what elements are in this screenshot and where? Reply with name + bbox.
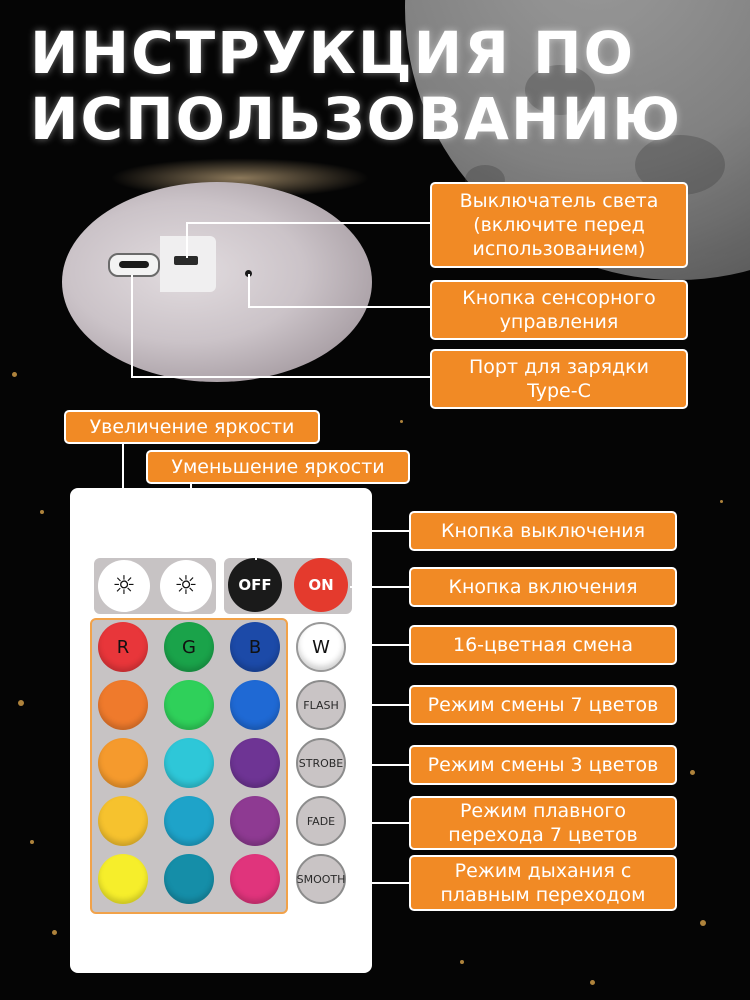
connector-line <box>131 376 430 378</box>
label-16-color: 16-цветная смена <box>409 625 677 665</box>
color-button[interactable] <box>98 738 148 788</box>
connector-line <box>348 644 409 646</box>
connector-line <box>248 274 250 306</box>
connector-line <box>346 882 409 884</box>
flash-button[interactable]: FLASH <box>296 680 346 730</box>
color-button[interactable] <box>230 680 280 730</box>
color-button[interactable] <box>230 738 280 788</box>
connector-line <box>350 586 409 588</box>
color-button[interactable] <box>98 680 148 730</box>
sparkle-dot <box>18 700 24 706</box>
sparkle-dot <box>690 770 695 775</box>
sparkle-dot <box>590 980 595 985</box>
label-brightness-up: Увеличение яркости <box>64 410 320 444</box>
label-fade-mode: Режим плавного перехода 7 цветов <box>409 796 677 850</box>
label-brightness-down: Уменьшение яркости <box>146 450 410 484</box>
brightness-up-button[interactable] <box>98 560 150 612</box>
sun-icon: ☼ <box>112 571 136 601</box>
sparkle-dot <box>700 920 706 926</box>
connector-line <box>255 530 409 532</box>
sparkle-dot <box>460 960 464 964</box>
color-button[interactable] <box>230 854 280 904</box>
label-type-c-port: Порт для зарядки Type-C <box>430 349 688 409</box>
fade-button[interactable]: FADE <box>296 796 346 846</box>
sparkle-dot <box>40 510 44 514</box>
off-button[interactable]: OFF <box>228 558 282 612</box>
label-off-button: Кнопка выключения <box>409 511 677 551</box>
on-button[interactable]: ON <box>294 558 348 612</box>
connector-line <box>186 222 188 258</box>
sparkle-dot <box>720 500 723 503</box>
title-line-1: ИНСТРУКЦИЯ ПО <box>30 19 635 87</box>
label-on-button: Кнопка включения <box>409 567 677 607</box>
color-button[interactable] <box>164 738 214 788</box>
green-button[interactable]: G <box>164 622 214 672</box>
color-button[interactable] <box>164 680 214 730</box>
connector-line <box>131 275 133 377</box>
color-button[interactable] <box>98 854 148 904</box>
label-flash-mode: Режим смены 7 цветов <box>409 685 677 725</box>
page-title <box>30 20 730 152</box>
label-light-switch: Выключатель света (включите перед использованием) <box>430 182 688 268</box>
color-button[interactable] <box>164 796 214 846</box>
connector-line <box>346 822 409 824</box>
color-button[interactable] <box>98 796 148 846</box>
label-smooth-mode: Режим дыхания с плавным переходом <box>409 855 677 911</box>
color-button[interactable] <box>230 796 280 846</box>
sparkle-dot <box>12 372 17 377</box>
red-button[interactable]: R <box>98 622 148 672</box>
lamp-photo <box>62 182 372 382</box>
connector-line <box>248 306 430 308</box>
connector-line <box>346 764 409 766</box>
sparkle-dot <box>400 420 403 423</box>
label-touch-button: Кнопка сенсорного управления <box>430 280 688 340</box>
sun-icon: ☼ <box>174 571 198 601</box>
brightness-down-button[interactable] <box>160 560 212 612</box>
type-c-port <box>108 253 160 277</box>
label-strobe-mode: Режим смены 3 цветов <box>409 745 677 785</box>
sparkle-dot <box>30 840 34 844</box>
connector-line <box>346 704 409 706</box>
title-line-2: ИСПОЛЬЗОВАНИЮ <box>30 85 683 153</box>
blue-button[interactable]: B <box>230 622 280 672</box>
connector-line <box>255 530 257 560</box>
smooth-button[interactable]: SMOOTH <box>296 854 346 904</box>
white-button[interactable]: W <box>296 622 346 672</box>
connector-line <box>186 222 430 224</box>
sparkle-dot <box>52 930 57 935</box>
color-button[interactable] <box>164 854 214 904</box>
strobe-button[interactable]: STROBE <box>296 738 346 788</box>
